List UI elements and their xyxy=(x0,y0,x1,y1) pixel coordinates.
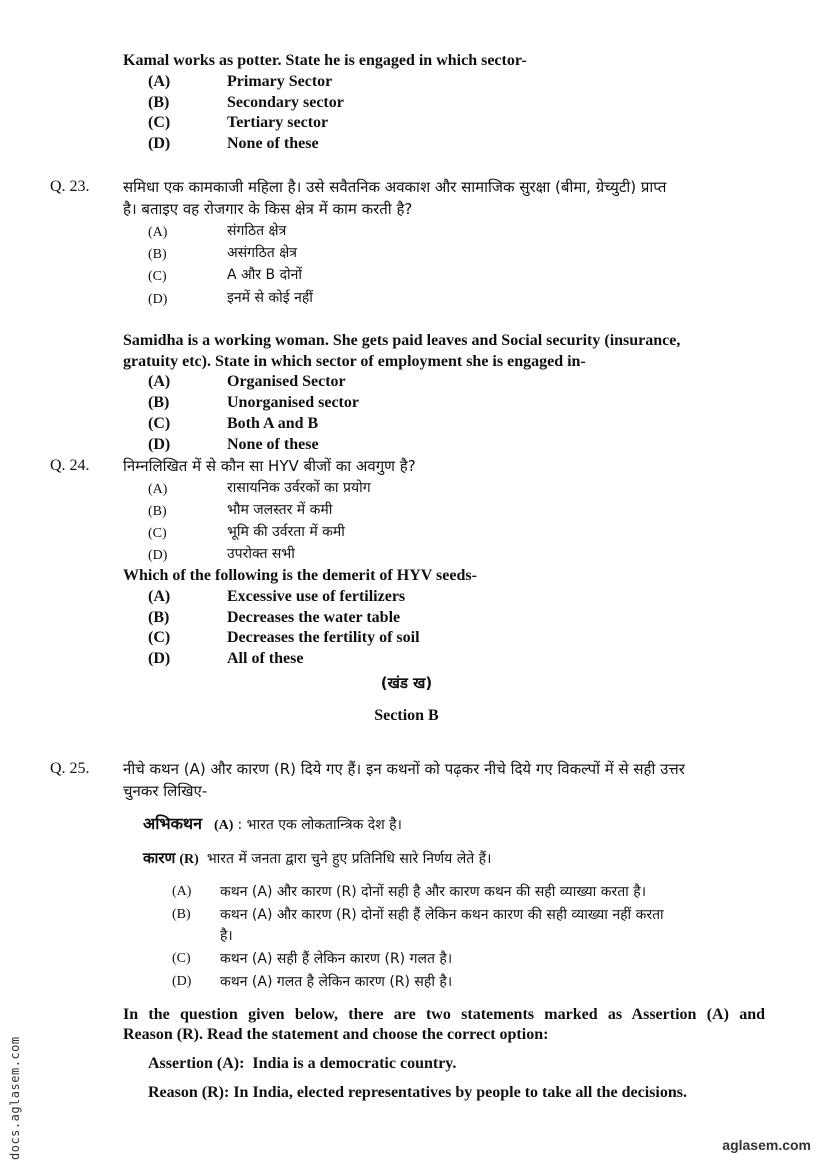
footer-site-text: aglasem.com xyxy=(722,1137,811,1153)
assertion-label: अभिकथन xyxy=(143,814,203,833)
question-number: Q. 25. xyxy=(50,760,90,777)
question-number: Q. 23. xyxy=(50,178,90,195)
q23-question-hi-line1: समिधा एक कामकाजी महिला है। उसे सवैतनिक अवकाश और सामाजिक सुरक्षा (बीमा, ग्रेच्युटी) प्राप्त xyxy=(123,178,667,196)
q25-question-hi-line2: चुनकर लिखिए- xyxy=(123,782,208,800)
option-text: संगठित क्षेत्र xyxy=(227,223,287,239)
option-text: A और B दोनों xyxy=(227,267,303,283)
question-number: Q. 24. xyxy=(50,457,90,474)
q25-question-en-line1: In the question given below, there are two statements marked as Assertion (A) and xyxy=(123,1006,765,1023)
q25-assertion-hi xyxy=(143,814,402,836)
option-label: (C) xyxy=(148,629,171,646)
section-title-en: Section B xyxy=(374,707,439,724)
option-label: (B) xyxy=(148,394,170,411)
option-text: उपरोक्त सभी xyxy=(227,546,295,562)
q23-question-hi-line2: है। बताइए वह रोजगार के किस क्षेत्र में काम करती है? xyxy=(123,200,413,218)
q25-question-en-line2: Reason (R). Read the statement and choose the correct option: xyxy=(123,1026,549,1043)
option-label: (A) xyxy=(148,73,171,90)
option-text: Unorganised sector xyxy=(227,394,359,411)
option-label: (C) xyxy=(172,951,191,966)
option-text: भौम जलस्तर में कमी xyxy=(227,502,333,518)
option-label: (D) xyxy=(148,436,171,453)
option-text: None of these xyxy=(227,436,319,453)
assertion-text: : भारत एक लोकतान्त्रिक देश है। xyxy=(237,817,402,833)
q25-question-hi-line1: नीचे कथन (A) और कारण (R) दिये गए हैं। इन कथनों को पढ़कर नीचे दिये गए विकल्पों में से सही उत्तर xyxy=(123,760,685,778)
section-title-hi: (खंड ख) xyxy=(380,674,433,692)
option-label: (A) xyxy=(148,482,168,497)
option-label: (D) xyxy=(148,292,168,307)
reason-tag: (R) xyxy=(179,852,199,867)
q25-reason-hi xyxy=(143,848,491,870)
option-text: भूमि की उर्वरता में कमी xyxy=(227,524,345,540)
option-text: Organised Sector xyxy=(227,373,346,390)
option-label: (B) xyxy=(172,907,191,922)
q22-question-en: Kamal works as potter. State he is engaged in which sector- xyxy=(123,52,527,69)
option-text: रासायनिक उर्वरकों का प्रयोग xyxy=(227,480,371,496)
reason-text: भारत में जनता द्वारा चुने हुए प्रतिनिधि सारे निर्णय लेते हैं। xyxy=(206,851,492,867)
option-label: (B) xyxy=(148,94,170,111)
option-label: (C) xyxy=(148,269,167,284)
reason-text: In India, elected representatives by people to take all the decisions. xyxy=(233,1084,687,1101)
option-label: (D) xyxy=(172,974,192,989)
q24-question-en: Which of the following is the demerit of HYV seeds- xyxy=(123,567,477,584)
q23-question-en-line2: gratuity etc). State in which sector of employment she is engaged in- xyxy=(123,353,586,370)
option-text: कथन (A) और कारण (R) दोनों सही है और कारण कथन की सही व्याख्या करता है। xyxy=(220,884,646,900)
assertion-tag: (A) xyxy=(214,818,234,833)
option-text: Secondary sector xyxy=(227,94,344,111)
option-label: (C) xyxy=(148,526,167,541)
option-text: Decreases the fertility of soil xyxy=(227,629,420,646)
option-text: None of these xyxy=(227,135,319,152)
option-text: Excessive use of fertilizers xyxy=(227,588,406,605)
option-text-continued: है। xyxy=(220,928,233,944)
reason-label: Reason (R): xyxy=(148,1084,230,1101)
assertion-label: Assertion (A): xyxy=(148,1055,245,1072)
option-label: (A) xyxy=(172,884,192,899)
assertion-text: India is a democratic country. xyxy=(252,1055,457,1072)
option-label: (C) xyxy=(148,415,171,432)
option-label: (A) xyxy=(148,588,171,605)
option-label: (B) xyxy=(148,504,167,519)
option-label: (A) xyxy=(148,373,171,390)
q24-question-hi: निम्नलिखित में से कौन सा HYV बीजों का अवगुण है? xyxy=(123,457,416,475)
q23-question-en-line1: Samidha is a working woman. She gets paid leaves and Social security (insurance, xyxy=(123,332,681,349)
option-text: कथन (A) और कारण (R) दोनों सही हैं लेकिन कथन कारण की सही व्याख्या नहीं करता xyxy=(220,907,664,923)
option-label: (D) xyxy=(148,548,168,563)
option-text: कथन (A) गलत है लेकिन कारण (R) सही है। xyxy=(220,974,453,990)
option-text: Primary Sector xyxy=(227,73,333,90)
option-label: (A) xyxy=(148,225,168,240)
option-label: (B) xyxy=(148,609,170,626)
option-text: कथन (A) सही हैं लेकिन कारण (R) गलत है। xyxy=(220,951,453,967)
option-label: (B) xyxy=(148,247,167,262)
option-text: Decreases the water table xyxy=(227,609,401,626)
option-label: (C) xyxy=(148,114,171,131)
q25-reason-en xyxy=(148,1083,687,1103)
q25-assertion-en xyxy=(148,1054,456,1074)
option-label: (D) xyxy=(148,135,171,152)
option-text: असंगठित क्षेत्र xyxy=(227,245,297,261)
reason-label: कारण xyxy=(143,849,176,867)
watermark-text: docs.aglasem.com xyxy=(8,1036,22,1160)
option-text: Both A and B xyxy=(227,415,319,432)
option-text: Tertiary sector xyxy=(227,114,329,131)
option-text: इनमें से कोई नहीं xyxy=(227,290,313,306)
option-label: (D) xyxy=(148,650,171,667)
option-text: All of these xyxy=(227,650,304,667)
